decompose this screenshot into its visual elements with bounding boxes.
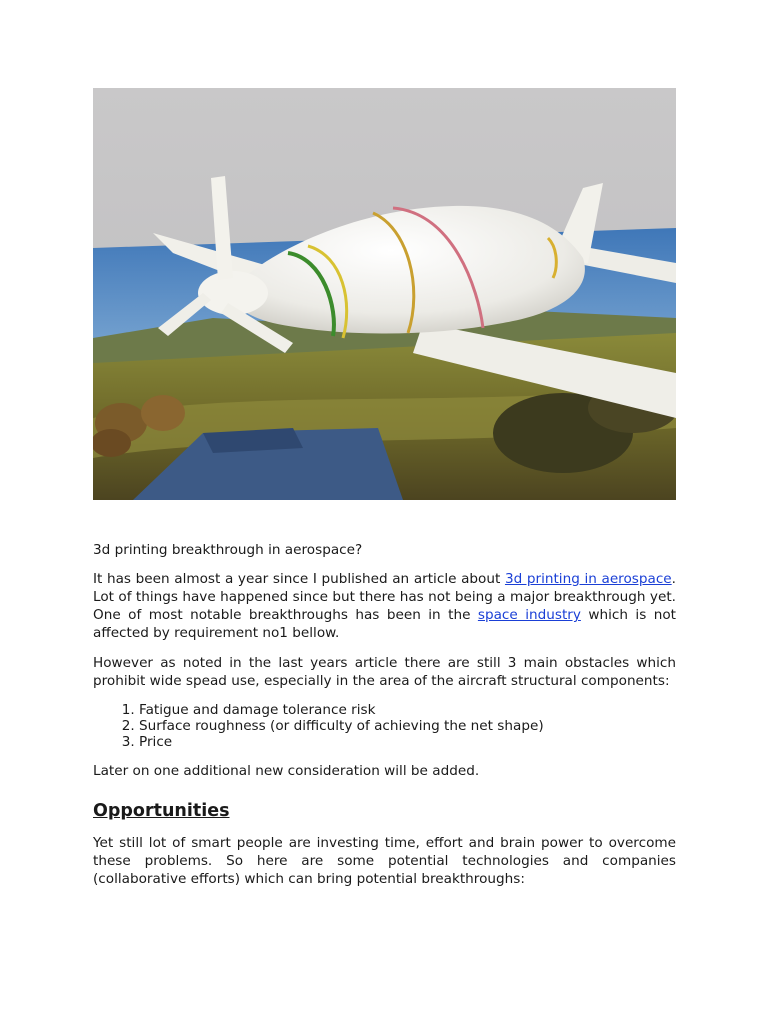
intro-paragraph: [93, 570, 676, 642]
airplane-model-photo: [93, 88, 676, 500]
opportunities-paragraph: Yet still lot of smart people are investing time, effort and brain power to overcome these problems. So here are some potential technologies and companies (collaborative efforts) which can bring potential breakthroughs:: [93, 835, 676, 887]
list-item: 1. Fatigue and damage tolerance risk: [139, 702, 676, 718]
obstacles-paragraph: However as noted in the last years article there are still 3 main obstacles which prohibit wide spead use, especially in the area of the aircraft structural components:: [93, 655, 676, 689]
intro-text-2: . Lot of things have happened since but there has not being a major breakthrough yet. One of most notable breakthroughs has been in the: [93, 571, 676, 623]
article-body: [93, 541, 676, 900]
link-space-industry[interactable]: space industry: [477, 607, 581, 623]
link-3d-printing-in-aerospace[interactable]: 3d printing in aerospace: [504, 571, 672, 587]
intro-text-1: It has been almost a year since I published an article about: [93, 571, 505, 587]
list-item: 2. Surface roughness (or difficulty of achieving the net shape): [139, 718, 676, 734]
consideration-paragraph: Later on one additional new consideration will be added.: [93, 763, 480, 779]
intro-text-3: which is not affected by requirement no1 bellow.: [93, 607, 676, 641]
article-title-line: 3d printing breakthrough in aerospace?: [93, 542, 363, 558]
obstacles-list: [93, 702, 676, 750]
section-heading-opportunities: Opportunities: [93, 801, 230, 821]
list-item: 3. Price: [139, 734, 676, 750]
